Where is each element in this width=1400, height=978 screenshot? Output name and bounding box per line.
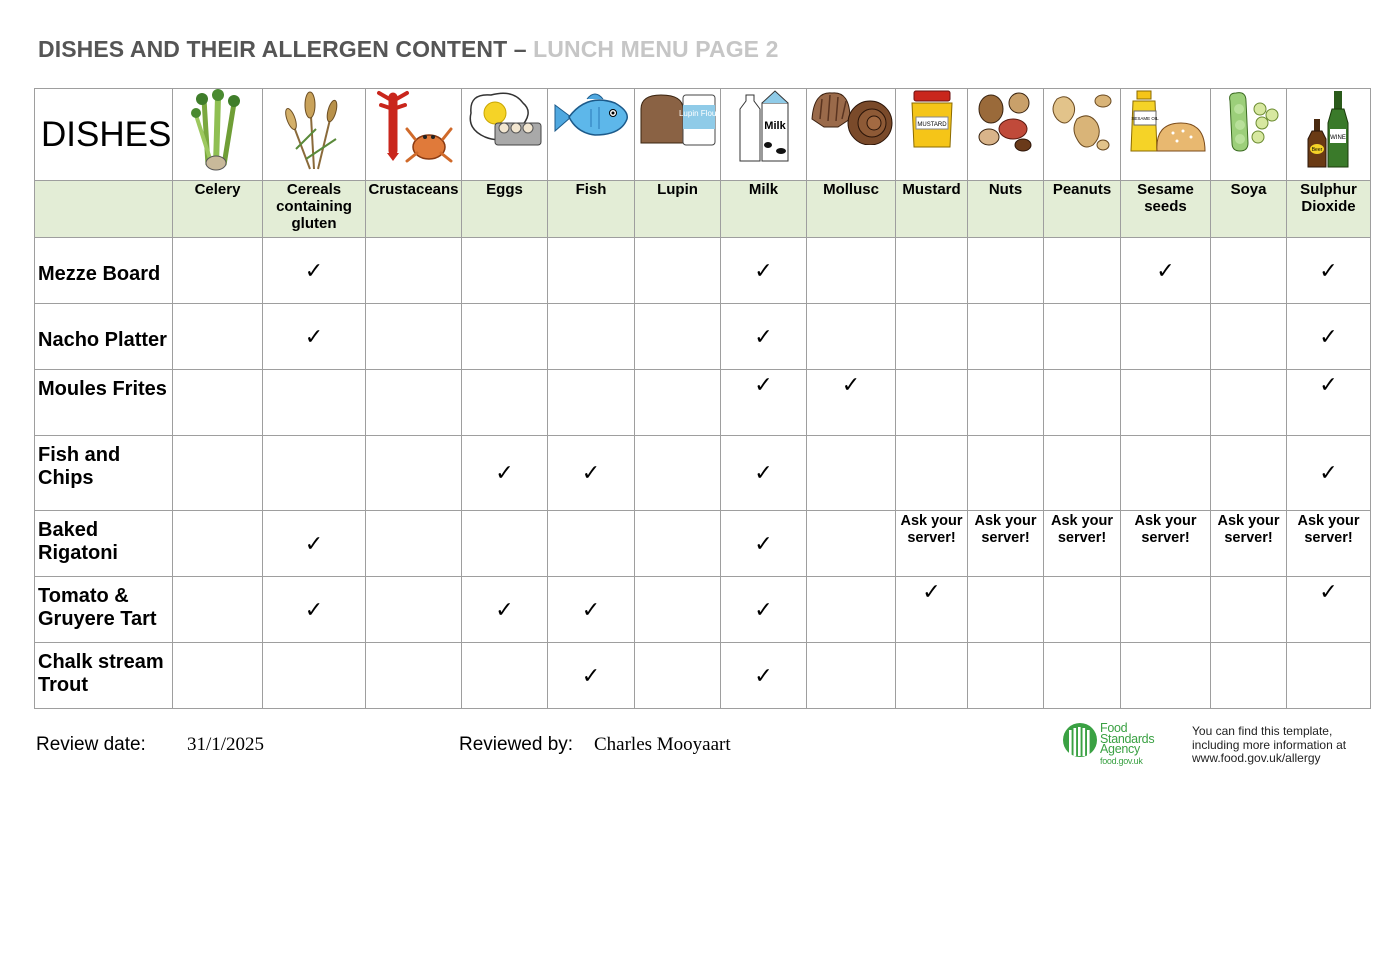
allergen-header-nuts bbox=[968, 181, 1044, 238]
allergen-label: Fish bbox=[575, 181, 607, 198]
mustard-icon bbox=[896, 89, 968, 181]
allergen-header-sulphur-dioxide bbox=[1287, 181, 1371, 238]
dish-name: Baked Rigatoni bbox=[35, 511, 173, 577]
allergen-cell bbox=[1121, 577, 1211, 643]
sesame-bottle-text: SESAME OIL bbox=[1130, 116, 1159, 121]
sesame-icon bbox=[1121, 89, 1211, 181]
allergen-header-fish bbox=[548, 181, 635, 238]
allergen-cell bbox=[173, 643, 263, 709]
allergen-label: Lupin bbox=[657, 181, 698, 198]
allergen-cell bbox=[1044, 511, 1121, 577]
lupin-flour-icon bbox=[635, 89, 721, 181]
header-blank-cell bbox=[35, 181, 173, 238]
check-icon: ✓ bbox=[754, 372, 773, 397]
allergen-cell bbox=[896, 370, 968, 436]
allergen-cell bbox=[263, 304, 366, 370]
wine-bottle-text: WINE bbox=[1329, 135, 1346, 141]
allergen-header-soya bbox=[1211, 181, 1287, 238]
allergen-header-cereals-containing-gluten bbox=[263, 181, 366, 238]
ask-server-note: Ask your server! bbox=[1217, 513, 1280, 546]
dish-name: Nacho Platter bbox=[35, 304, 173, 370]
allergen-header-milk bbox=[721, 181, 807, 238]
allergen-table bbox=[34, 88, 1371, 709]
allergen-cell bbox=[807, 370, 896, 436]
ask-server-note: Ask your server! bbox=[1050, 513, 1114, 546]
wheat-icon bbox=[263, 89, 366, 181]
check-icon: ✓ bbox=[754, 662, 773, 688]
ask-server-note: Ask your server! bbox=[900, 513, 963, 546]
allergen-cell bbox=[968, 370, 1044, 436]
allergen-label: Sulphur Dioxide bbox=[1300, 181, 1357, 215]
allergen-cell bbox=[366, 238, 462, 304]
allergen-cell bbox=[1287, 436, 1371, 511]
dish-name: Fish and Chips bbox=[35, 436, 173, 511]
dish-name: Tomato & Gruyere Tart bbox=[35, 577, 173, 643]
allergen-header-sesame-seeds bbox=[1121, 181, 1211, 238]
allergen-cell bbox=[462, 238, 548, 304]
allergen-cell bbox=[548, 577, 635, 643]
check-icon: ✓ bbox=[495, 460, 514, 485]
check-icon: ✓ bbox=[754, 323, 773, 349]
lupin-pack-text: Lupin Flour bbox=[678, 109, 719, 118]
title-main: DISHES AND THEIR ALLERGEN CONTENT – bbox=[38, 36, 534, 62]
allergen-cell bbox=[807, 238, 896, 304]
table-row bbox=[35, 577, 1371, 643]
allergen-cell bbox=[1287, 511, 1371, 577]
allergen-header-row bbox=[35, 181, 1371, 238]
dish-name: Chalk stream Trout bbox=[35, 643, 173, 709]
check-icon: ✓ bbox=[841, 372, 861, 397]
check-icon: ✓ bbox=[1319, 460, 1338, 485]
allergen-cell bbox=[366, 370, 462, 436]
check-icon: ✓ bbox=[1319, 579, 1338, 604]
check-icon: ✓ bbox=[304, 323, 324, 349]
table-row bbox=[35, 304, 1371, 370]
allergen-label: Cereals containing gluten bbox=[276, 181, 352, 232]
allergen-cell bbox=[721, 643, 807, 709]
allergen-cell bbox=[1121, 511, 1211, 577]
allergen-label: Eggs bbox=[486, 181, 523, 198]
allergen-cell bbox=[1044, 643, 1121, 709]
allergen-cell bbox=[173, 304, 263, 370]
allergen-cell bbox=[462, 370, 548, 436]
check-icon: ✓ bbox=[754, 257, 773, 283]
allergen-cell bbox=[548, 304, 635, 370]
fsa-logo-text bbox=[1100, 723, 1154, 767]
allergen-cell bbox=[1121, 370, 1211, 436]
ask-server-note: Ask your server! bbox=[1134, 513, 1197, 546]
table-row bbox=[35, 238, 1371, 304]
allergen-label: Celery bbox=[194, 181, 241, 198]
allergen-cell bbox=[1121, 238, 1211, 304]
allergen-header-crustaceans bbox=[366, 181, 462, 238]
allergen-cell bbox=[896, 643, 968, 709]
dish-name: Mezze Board bbox=[35, 238, 173, 304]
allergen-cell bbox=[366, 643, 462, 709]
allergen-cell bbox=[1121, 643, 1211, 709]
allergen-cell bbox=[366, 304, 462, 370]
template-info bbox=[1192, 725, 1346, 766]
allergen-cell bbox=[968, 238, 1044, 304]
check-icon: ✓ bbox=[1156, 257, 1175, 283]
allergen-cell bbox=[1287, 304, 1371, 370]
check-icon: ✓ bbox=[581, 596, 601, 622]
allergen-cell bbox=[635, 511, 721, 577]
allergen-cell bbox=[968, 436, 1044, 511]
page-title bbox=[38, 36, 779, 63]
allergen-header-mustard bbox=[896, 181, 968, 238]
allergen-cell bbox=[1211, 370, 1287, 436]
check-icon: ✓ bbox=[581, 662, 601, 688]
allergen-cell bbox=[173, 436, 263, 511]
celery-icon bbox=[173, 89, 263, 181]
beer-bottle-text: Beer bbox=[1311, 147, 1322, 153]
review-date-label: Review date: bbox=[36, 734, 146, 755]
review-date-value: 31/1/2025 bbox=[187, 734, 265, 755]
allergen-cell bbox=[548, 511, 635, 577]
reviewed-by-label: Reviewed by: bbox=[459, 734, 574, 755]
fsa-logo-icon bbox=[1062, 722, 1102, 768]
fsa-line1: Food bbox=[1100, 721, 1128, 735]
allergen-cell bbox=[1211, 238, 1287, 304]
allergen-label: Mollusc bbox=[823, 181, 879, 198]
allergen-cell bbox=[548, 643, 635, 709]
allergen-cell bbox=[1044, 370, 1121, 436]
table-row bbox=[35, 436, 1371, 511]
mustard-jar-text: MUSTARD bbox=[916, 122, 947, 128]
allergen-cell bbox=[721, 238, 807, 304]
allergen-cell bbox=[807, 511, 896, 577]
allergen-label: Nuts bbox=[988, 181, 1023, 198]
allergen-cell bbox=[263, 436, 366, 511]
allergen-cell bbox=[1211, 511, 1287, 577]
allergen-header-lupin bbox=[635, 181, 721, 238]
lobster-crab-icon bbox=[366, 89, 462, 181]
allergen-header-mollusc bbox=[807, 181, 896, 238]
allergen-cell bbox=[1287, 643, 1371, 709]
allergen-cell bbox=[635, 643, 721, 709]
allergen-cell bbox=[896, 436, 968, 511]
allergen-cell bbox=[968, 643, 1044, 709]
allergen-label: Crustaceans bbox=[368, 181, 459, 198]
allergen-cell bbox=[263, 238, 366, 304]
allergen-cell bbox=[173, 370, 263, 436]
allergen-cell bbox=[635, 304, 721, 370]
allergen-label: Milk bbox=[748, 181, 779, 198]
allergen-cell bbox=[807, 436, 896, 511]
allergen-cell bbox=[968, 304, 1044, 370]
dishes-heading: DISHES bbox=[35, 89, 173, 181]
ask-server-note: Ask your server! bbox=[974, 513, 1037, 546]
allergen-label: Mustard bbox=[902, 181, 961, 198]
allergen-cell bbox=[1044, 577, 1121, 643]
milk-carton-text: Milk bbox=[763, 120, 786, 132]
allergen-cell bbox=[173, 238, 263, 304]
fish-icon bbox=[548, 89, 635, 181]
allergen-cell bbox=[1121, 304, 1211, 370]
allergen-cell bbox=[462, 643, 548, 709]
soya-icon bbox=[1211, 89, 1287, 181]
allergen-header-celery bbox=[173, 181, 263, 238]
allergen-cell bbox=[1287, 370, 1371, 436]
allergen-cell bbox=[462, 577, 548, 643]
allergen-cell bbox=[896, 238, 968, 304]
allergen-cell bbox=[1211, 643, 1287, 709]
allergen-cell bbox=[1044, 436, 1121, 511]
allergen-cell bbox=[896, 577, 968, 643]
check-icon: ✓ bbox=[304, 530, 324, 556]
allergen-cell bbox=[263, 577, 366, 643]
allergen-cell bbox=[366, 436, 462, 511]
allergen-cell bbox=[635, 238, 721, 304]
check-icon: ✓ bbox=[754, 596, 773, 622]
allergen-cell bbox=[807, 643, 896, 709]
allergen-cell bbox=[968, 511, 1044, 577]
allergen-cell bbox=[896, 304, 968, 370]
allergen-cell bbox=[1287, 238, 1371, 304]
allergen-cell bbox=[635, 370, 721, 436]
allergen-cell bbox=[807, 577, 896, 643]
allergen-cell bbox=[896, 511, 968, 577]
allergen-header-eggs bbox=[462, 181, 548, 238]
table-row bbox=[35, 643, 1371, 709]
dish-name: Moules Frites bbox=[35, 370, 173, 436]
template-info-line3: www.food.gov.uk/allergy bbox=[1192, 751, 1321, 765]
allergen-cell bbox=[1211, 436, 1287, 511]
allergen-label: Soya bbox=[1230, 181, 1267, 198]
reviewed-by bbox=[459, 734, 573, 756]
allergen-cell bbox=[1044, 238, 1121, 304]
allergen-cell bbox=[173, 577, 263, 643]
template-info-line1: You can find this template, bbox=[1192, 724, 1333, 738]
milk-icon bbox=[721, 89, 807, 181]
allergen-cell bbox=[1121, 436, 1211, 511]
check-icon: ✓ bbox=[581, 460, 601, 485]
allergen-cell bbox=[462, 304, 548, 370]
title-sub: LUNCH MENU PAGE 2 bbox=[533, 36, 779, 62]
allergen-cell bbox=[366, 511, 462, 577]
check-icon: ✓ bbox=[754, 460, 773, 485]
check-icon: ✓ bbox=[304, 257, 324, 283]
check-icon: ✓ bbox=[495, 596, 514, 622]
template-info-line2: including more information at bbox=[1192, 737, 1347, 752]
check-icon: ✓ bbox=[922, 579, 941, 604]
allergen-cell bbox=[1044, 304, 1121, 370]
allergen-cell bbox=[1211, 304, 1287, 370]
fsa-line3: Agency bbox=[1100, 742, 1140, 756]
allergen-cell bbox=[721, 304, 807, 370]
check-icon: ✓ bbox=[1319, 323, 1338, 349]
allergen-cell bbox=[721, 511, 807, 577]
table-row bbox=[35, 370, 1371, 436]
allergen-cell bbox=[635, 436, 721, 511]
reviewed-by-value: Charles Mooyaart bbox=[594, 734, 731, 755]
ask-server-note: Ask your server! bbox=[1297, 513, 1360, 546]
allergen-label: Sesame seeds bbox=[1137, 181, 1194, 215]
allergen-cell bbox=[462, 436, 548, 511]
allergen-header-peanuts bbox=[1044, 181, 1121, 238]
review-date bbox=[36, 734, 146, 756]
check-icon: ✓ bbox=[1319, 257, 1338, 283]
table-row bbox=[35, 511, 1371, 577]
allergen-cell bbox=[807, 304, 896, 370]
allergen-cell bbox=[548, 238, 635, 304]
allergen-cell bbox=[721, 436, 807, 511]
allergen-cell bbox=[462, 511, 548, 577]
allergen-cell bbox=[721, 577, 807, 643]
sulphur-dioxide-icon bbox=[1287, 89, 1371, 181]
allergen-cell bbox=[263, 370, 366, 436]
icon-row bbox=[35, 89, 1371, 181]
allergen-cell bbox=[721, 370, 807, 436]
allergen-cell bbox=[366, 577, 462, 643]
allergen-cell bbox=[1211, 577, 1287, 643]
allergen-cell bbox=[1287, 577, 1371, 643]
allergen-cell bbox=[968, 577, 1044, 643]
peanuts-icon bbox=[1044, 89, 1121, 181]
allergen-cell bbox=[548, 370, 635, 436]
allergen-cell bbox=[635, 577, 721, 643]
allergen-cell bbox=[173, 511, 263, 577]
egg-icon bbox=[462, 89, 548, 181]
check-icon: ✓ bbox=[304, 596, 324, 622]
mollusc-icon bbox=[807, 89, 896, 181]
allergen-label: Peanuts bbox=[1052, 181, 1112, 198]
check-icon: ✓ bbox=[1319, 372, 1338, 397]
allergen-cell bbox=[263, 511, 366, 577]
allergen-cell bbox=[548, 436, 635, 511]
check-icon: ✓ bbox=[754, 530, 773, 556]
fsa-url: food.gov.uk bbox=[1100, 755, 1143, 766]
nuts-icon bbox=[968, 89, 1044, 181]
fsa-line2: Standards bbox=[1100, 731, 1155, 746]
allergen-cell bbox=[263, 643, 366, 709]
